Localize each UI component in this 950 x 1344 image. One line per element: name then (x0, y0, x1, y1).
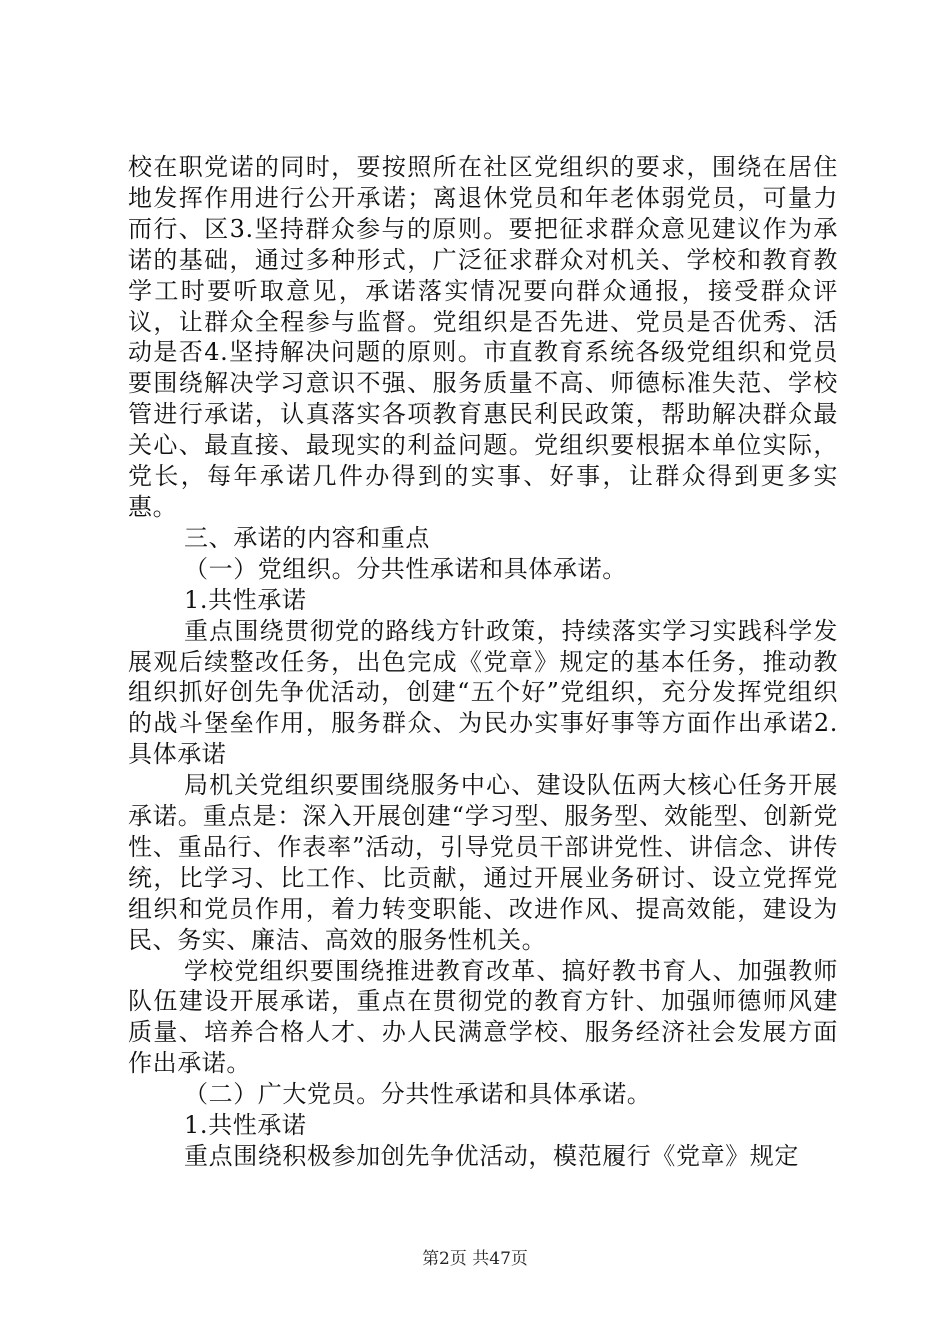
item-heading: 1.共性承诺 (184, 1111, 307, 1140)
document-body (128, 152, 838, 1172)
paragraph: 学校党组织要围绕推进教育改革、搞好教书育人、加强教师队伍建设开展承诺，重点在贯彻党的教育方针、加强师德师风建质量、培养合格人才、办人民满意学校、服务经济社会发展方面作出承诺。 (128, 956, 838, 1078)
paragraph: 局机关党组织要围绕服务中心、建设队伍两大核心任务开展承诺。重点是：深入开展创建“学习型、服务型、效能型、创新党性、重品行、作表率”活动，引导党员干部讲党性、讲信念、讲传统，比学习、比工作、比贡献，通过开展业务研讨、设立党挥党组织和党员作用，着力转变职能、改进作风、提高效能，建设为民、务实、廉洁、高效的服务性机关。 (128, 771, 838, 954)
subsection-heading: （一）党组织。分共性承诺和具体承诺。 (184, 554, 627, 583)
paragraph: 校在职党诺的同时，要按照所在社区党组织的要求，围绕在居住地发挥作用进行公开承诺；离退休党员和年老体弱党员，可量力而行、区3.坚持群众参与的原则。要把征求群众意见建议作为承诺的基础，通过多种形式，广泛征求群众对机关、学校和教育教学工时要听取意见，承诺落实情况要向群众通报，接受群众评议，让群众全程参与监督。党组织是否先进、党员是否优秀、活动是否4.坚持解决问题的原则。市直教育系统各级党组织和党员要围绕解决学习意识不强、服务质量不高、师德标准失范、学校管进行承诺，认真落实各项教育惠民利民政策，帮助解决群众最关心、最直接、最现实的利益问题。党组织要根据本单位实际，党长，每年承诺几件办得到的实事、好事，让群众得到更多实惠。 (128, 153, 838, 521)
section-heading: 三、承诺的内容和重点 (184, 523, 430, 552)
item-heading: 1.共性承诺 (184, 585, 307, 614)
paragraph: 重点围绕积极参加创先争优活动，模范履行《党章》规定 (184, 1142, 799, 1170)
subsection-heading: （二）广大党员。分共性承诺和具体承诺。 (184, 1080, 652, 1109)
paragraph: 重点围绕贯彻党的路线方针政策，持续落实学习实践科学发展观后续整改任务，出色完成《党章》规定的基本任务，推动教组织抓好创先争优活动，创建“五个好”党组织，充分发挥党组织的战斗堡垒作用，服务群众、为民办实事好事等方面作出承诺2.具体承诺 (128, 616, 838, 769)
page-number: 第2页 共47页 (422, 1249, 528, 1269)
